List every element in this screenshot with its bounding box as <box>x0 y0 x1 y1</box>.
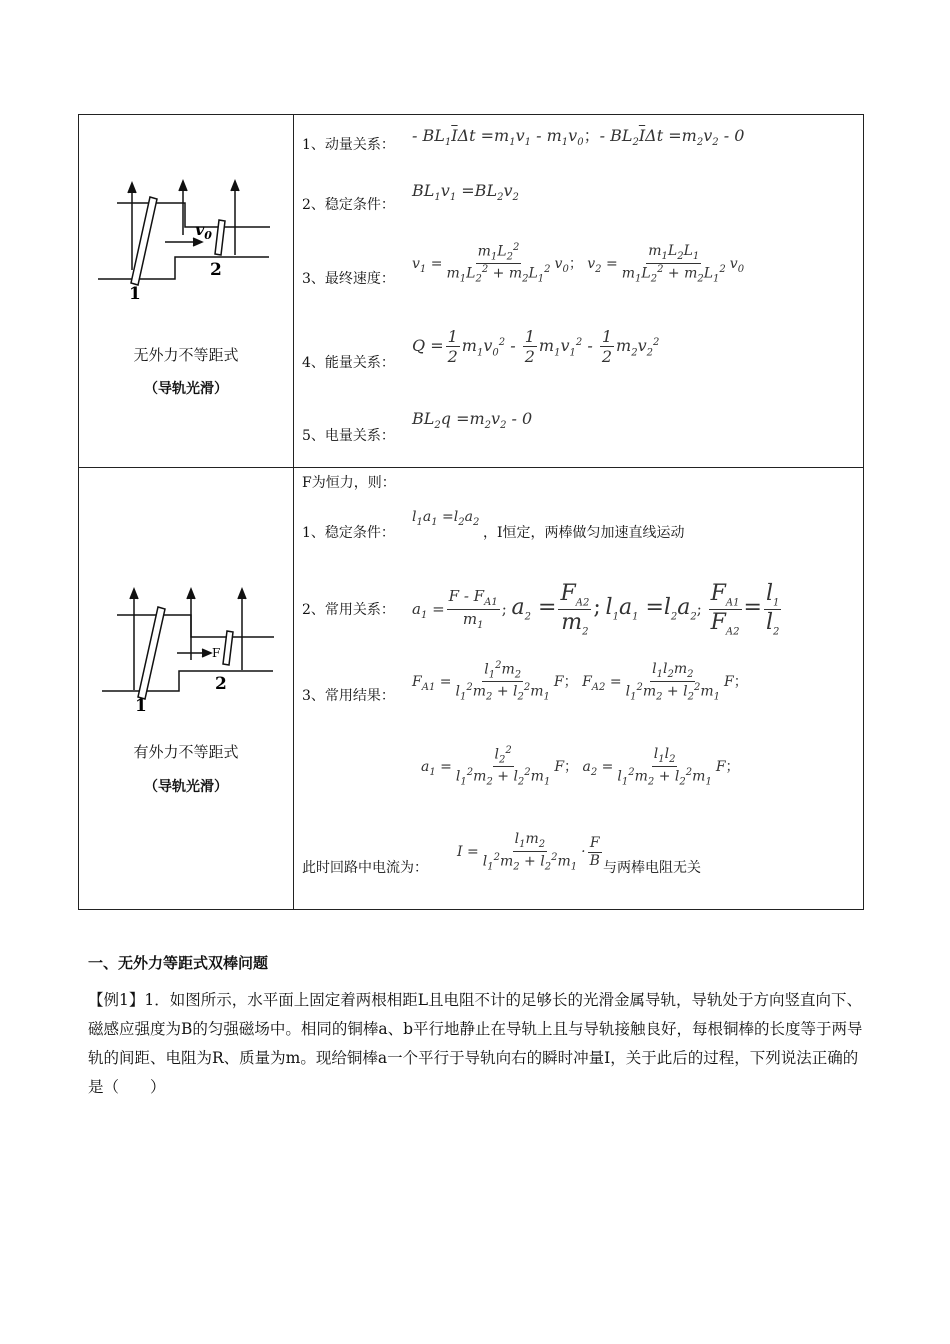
example-paragraph <box>88 986 866 1102</box>
r2-intro: F为恒力，则： <box>302 475 396 491</box>
row1-caption: 无外力不等距式 <box>133 346 239 364</box>
row1-caption-bold: （导轨光滑） <box>144 381 228 397</box>
r1-item5-label: 5、电量关系： <box>302 428 395 444</box>
r1-item3-label: 3、最终速度： <box>302 271 395 287</box>
rod1-label: 1 <box>129 284 141 304</box>
r1-item1-label: 1、动量关系： <box>302 137 395 153</box>
r2-item5-suffix: 与两棒电阻无关 <box>603 860 701 876</box>
r1-item5-formula: $BL_2q =m_2v_2 - 0$ <box>412 409 533 432</box>
r2-item3-formula: $F_{A1}$ = $\frac{l_1^2m_2}{l_1^2m_2 + l_2^2m_1}$ F； $F_{A2}$ = $\frac{l_1l_2m_2}{l_1^2m_2 + l_2^2m_1}$ F； <box>412 660 748 703</box>
r2-item5-label: 此时回路中电流为： <box>302 860 428 876</box>
r1-item1-formula: - $BL_1\overline{I}\Delta t =m_1v_1 - m_1v_0$；- $BL_2\overline{I}\Delta t =m_2v_2 - 0$ <box>412 126 745 149</box>
column-divider <box>293 115 294 909</box>
example-text: 如图所示，水平面上固定着两根相距L且电阻不计的足够长的光滑金属导轨，导轨处于方向竖直向下、磁感应强度为B的匀强磁场中。相同的铜棒a、b平行地静止在导轨上且与导轨接触良好，每根铜棒的长度等于两导轨的间距、电阻为R、质量为m。现给铜棒a一个平行于导轨向右的瞬时冲量I，关于此后的过程，下列说法正确的是（ ） <box>88 991 863 1096</box>
rod1-label-2: 1 <box>135 696 147 716</box>
r1-item2-label: 2、稳定条件： <box>302 197 395 213</box>
rod2-label: 2 <box>210 260 222 280</box>
r2-item1-suffix: ，I恒定，两棒做匀加速直线运动 <box>483 525 685 541</box>
row2-caption-bold: （导轨光滑） <box>144 779 228 795</box>
section-title: 一、无外力等距式双棒问题 <box>88 954 269 972</box>
r1-item3-formula: $v_1$ = $\frac{m_1L_2^2}{m_1L_2^2 + m_2L_1^2}$ $v_0$； $v_2$ = $\frac{m_1L_2L_1}{m_1L_2^2 + m_2L_1^2}$ $v_0$ <box>412 242 745 285</box>
example-tag: 【例1】1． <box>88 991 170 1009</box>
r2-item3-label: 3、常用结果： <box>302 688 395 704</box>
force-label: F <box>212 646 221 660</box>
r2-item4-formula: $a_1$ = $\frac{l_2^2}{l_1^2m_2 + l_2^2m_1}$ F； $a_2$ = $\frac{l_1l_2}{l_1^2m_2 + l_2^2m_1}$ F； <box>421 745 740 788</box>
r2-item1-label: 1、稳定条件： <box>302 525 395 541</box>
r1-item4-label: 4、能量关系： <box>302 355 395 371</box>
r2-item1-formula: $l_1a_1 =l_2a_2$ <box>412 509 480 528</box>
rails-diagram-with-force <box>99 585 279 720</box>
r2-item5-formula: I = $\frac{l_1m_2}{l_1^2m_2 + l_2^2m_1}$ · $\frac{F}{B}$ <box>457 831 600 873</box>
row2-caption: 有外力不等距式 <box>133 743 239 761</box>
row-divider <box>79 467 863 468</box>
velocity-label: $v_0$ <box>195 220 212 242</box>
rod2-label-2: 2 <box>215 674 227 694</box>
r2-item2-formula: $a_1$ = $\frac{F - F_{A1}}{m_1}$ ; $a_2$ = $\frac{F_{A2}}{m_2}$ ; $l_1a_1 =l_2a_2$; $\frac{F_{A1}}{F_{A2}}$ = $\frac{l_1}{l_2}$ <box>412 581 780 638</box>
summary-table <box>78 114 864 910</box>
r1-item4-formula: Q = $\frac{1}{2}$ $m_1v_0^2$ - $\frac{1}{2}$ $m_1v_1^2$ - $\frac{1}{2}$ $m_2v_2^2$ <box>412 327 660 367</box>
r2-item2-label: 2、常用关系： <box>302 602 395 618</box>
r1-item2-formula: $BL_1v_1 =BL_2v_2$ <box>412 181 519 204</box>
rails-diagram-no-force <box>95 175 275 305</box>
